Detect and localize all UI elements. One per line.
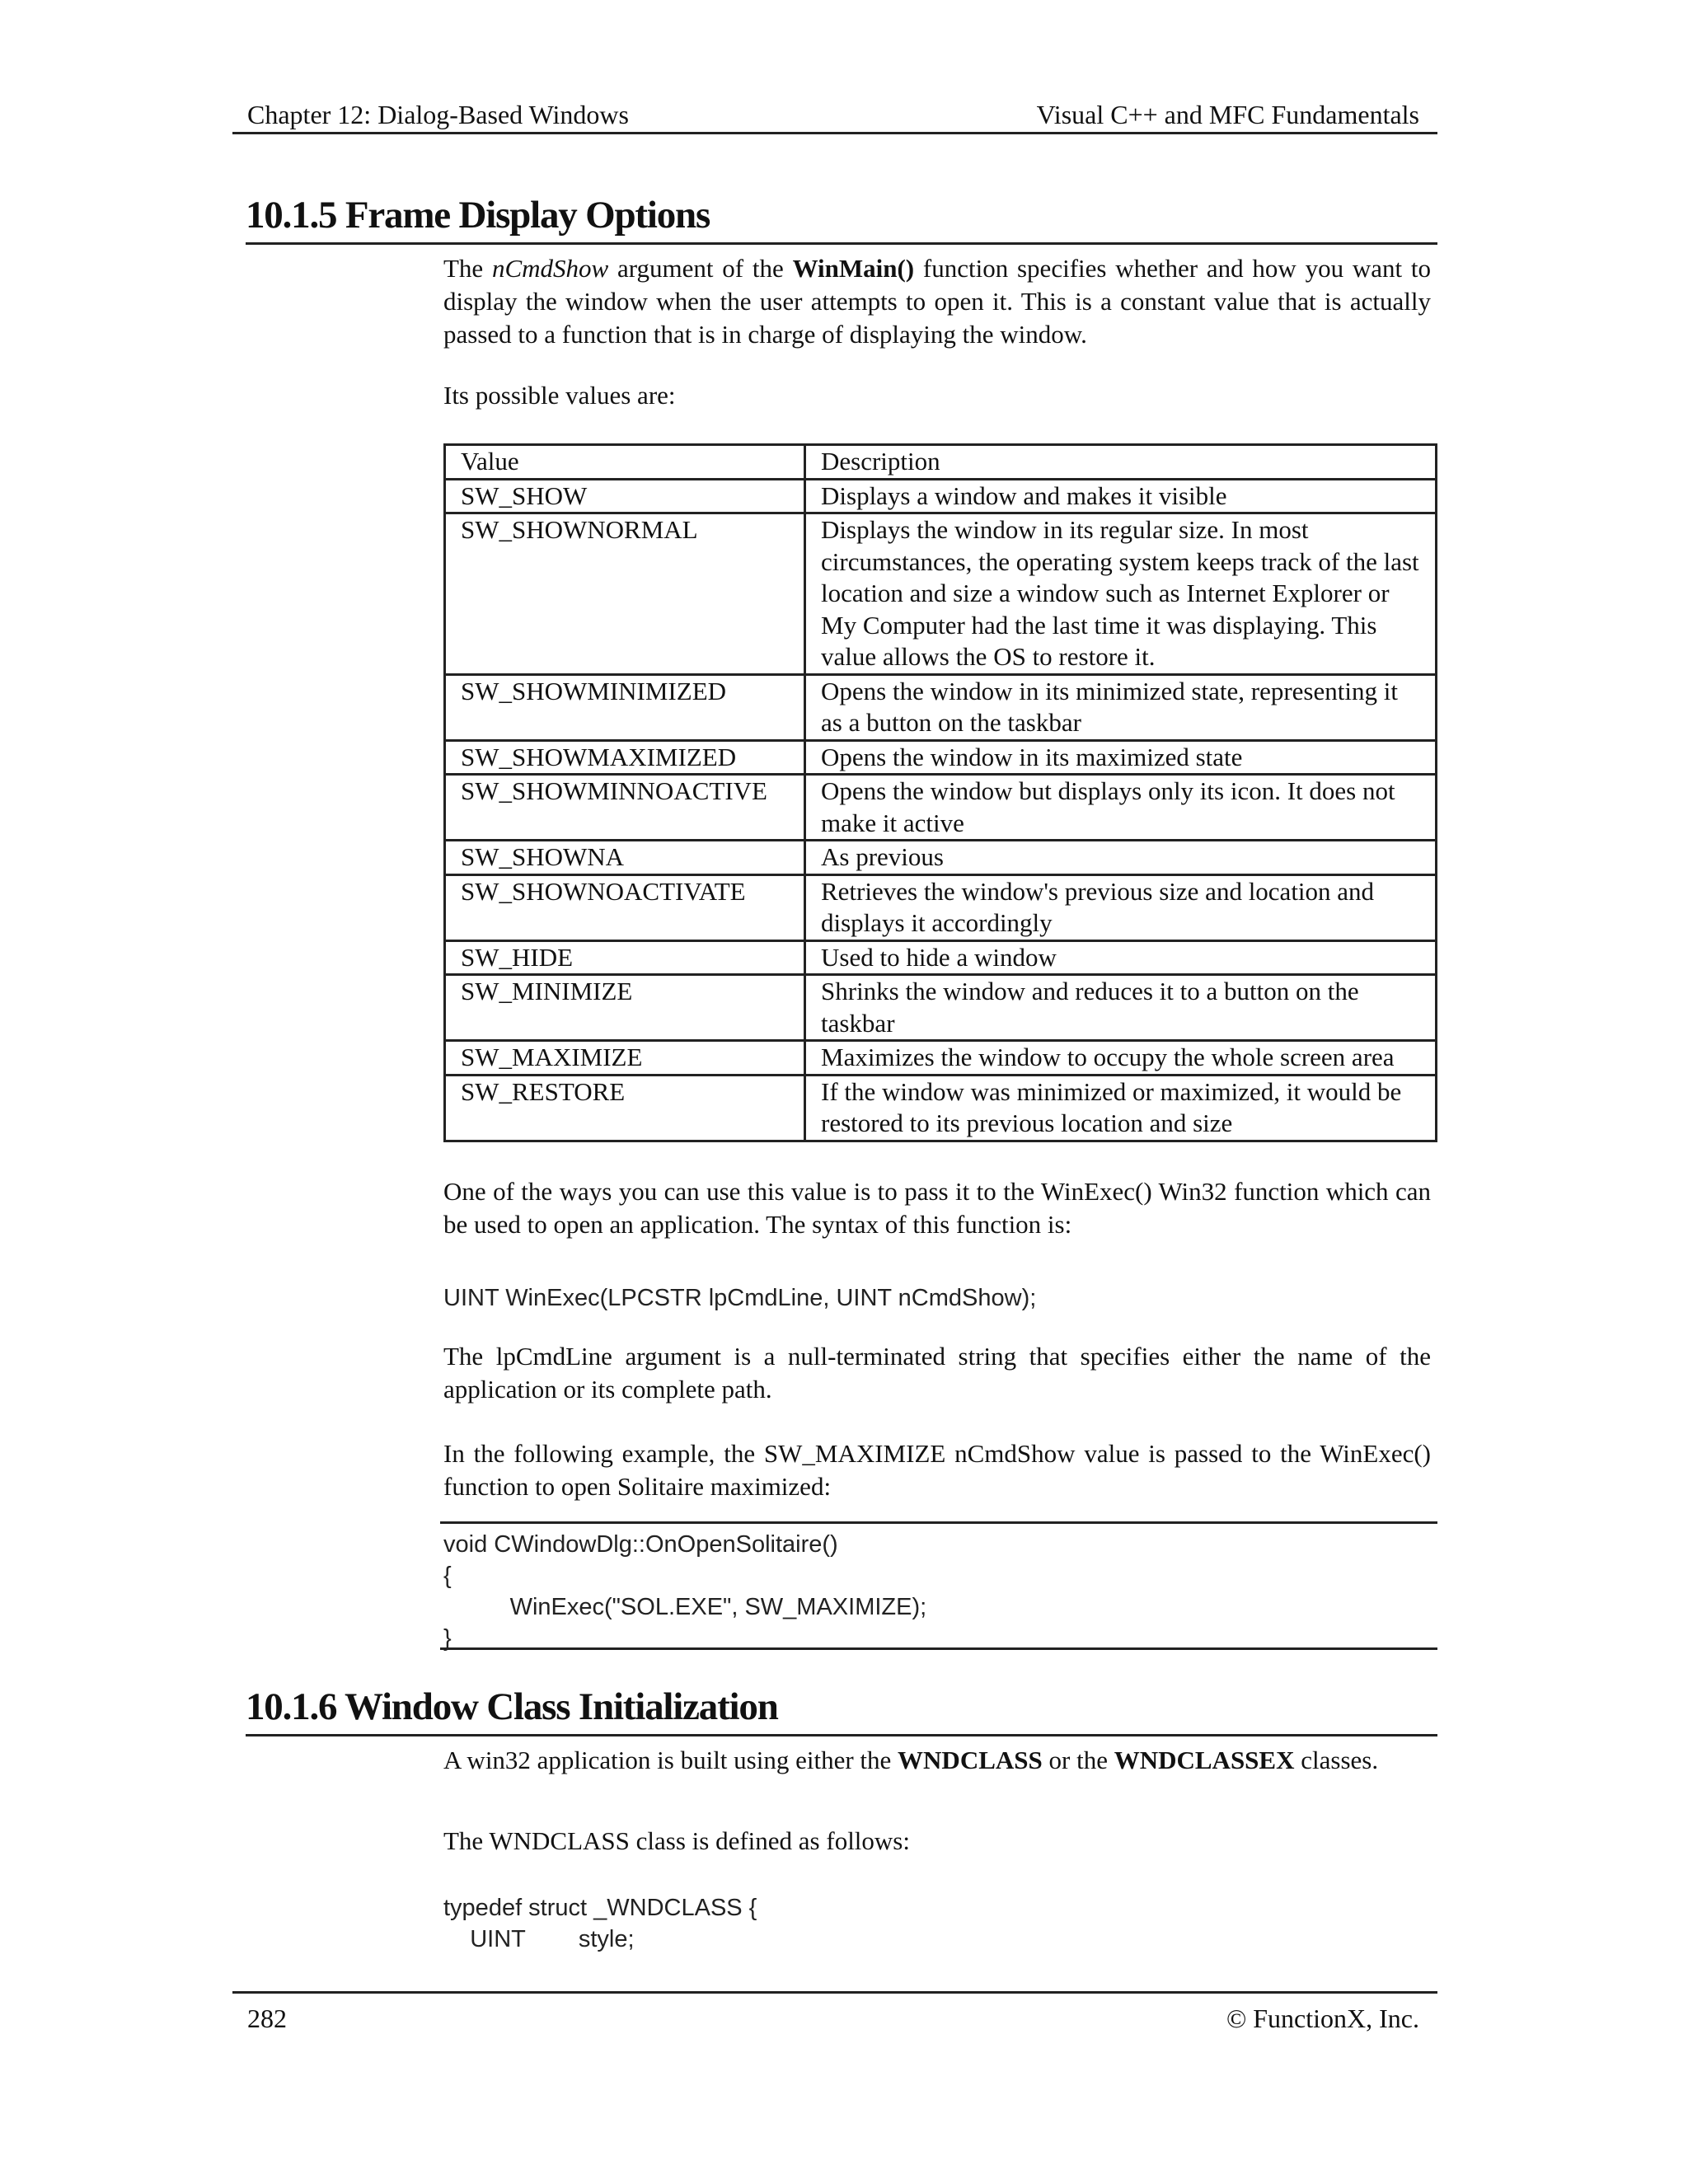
page-number: 282 — [247, 2004, 287, 2033]
code-line: } — [443, 1625, 452, 1652]
table-row — [445, 513, 1437, 675]
table-row — [445, 841, 1437, 875]
code-example-block — [440, 1521, 1437, 1650]
table-row — [445, 874, 1437, 940]
wndclass-term: WNDCLASS — [898, 1746, 1043, 1774]
description-cell: As previous — [805, 841, 1437, 875]
table-row — [445, 740, 1437, 775]
struct-code-line: typedef struct _WNDCLASS { — [443, 1895, 757, 1921]
value-cell: SW_SHOW — [445, 479, 805, 513]
value-cell: SW_HIDE — [445, 940, 805, 975]
section-heading-window-class-initialization: 10.1.6 Window Class Initialization — [246, 1685, 778, 1728]
value-cell: SW_SHOWNOACTIVATE — [445, 874, 805, 940]
table-row — [445, 975, 1437, 1041]
running-footer — [232, 1991, 1437, 2033]
value-cell: SW_MAXIMIZE — [445, 1041, 805, 1076]
values-table — [443, 443, 1437, 1142]
struct-code-line: UINT style; — [443, 1926, 635, 1952]
section-heading-frame-display-options: 10.1.5 Frame Display Options — [246, 194, 710, 237]
table-row — [445, 1041, 1437, 1076]
wndclass-defined-paragraph: The WNDCLASS class is defined as follows: — [443, 1826, 910, 1855]
value-cell: SW_SHOWMAXIMIZED — [445, 740, 805, 775]
table-row — [445, 940, 1437, 975]
winexec-syntax: UINT WinExec(LPCSTR lpCmdLine, UINT nCmdShow); — [443, 1285, 1037, 1311]
description-cell: Opens the window but displays only its icon. It does not make it active — [805, 775, 1437, 841]
value-cell: SW_SHOWMINNOACTIVE — [445, 775, 805, 841]
value-cell: SW_SHOWNORMAL — [445, 513, 805, 675]
code-example — [443, 1529, 926, 1654]
code-line: void CWindowDlg::OnOpenSolitaire() — [443, 1531, 838, 1558]
cmdline-paragraph: The lpCmdLine argument is a null-terminated string that specifies either the name of the application or its complete path. — [443, 1342, 1431, 1404]
section-heading-rule — [246, 242, 1437, 245]
table-header-cell: Description — [805, 445, 1437, 480]
description-cell: Displays a window and makes it visible — [805, 479, 1437, 513]
intro-winmain-term: WinMain() — [792, 254, 915, 283]
description-cell: Opens the window in its maximized state — [805, 740, 1437, 775]
header-chapter-title: Chapter 12: Dialog-Based Windows — [247, 100, 629, 129]
table-header-row — [445, 445, 1437, 480]
winexec-paragraph: One of the ways you can use this value is to pass it to the WinExec() Win32 function which can be used to open an application. The syntax of this function is: — [443, 1177, 1431, 1239]
wndclass-intro-text: or the — [1042, 1746, 1114, 1774]
value-cell: SW_SHOWNA — [445, 841, 805, 875]
wndclass-intro-paragraph — [443, 1744, 1391, 1777]
value-cell: SW_SHOWMINIMIZED — [445, 674, 805, 740]
table-header-cell: Value — [445, 445, 805, 480]
copyright-notice: © FunctionX, Inc. — [1226, 2004, 1419, 2033]
intro-text: function specifies whether and how you want to display the window when the user attempts to open it. This is a constant value that is actually passed to a function that is in charge of displaying the window. — [443, 254, 1431, 349]
table-row — [445, 1075, 1437, 1141]
code-line: WinExec("SOL.EXE", SW_MAXIMIZE); — [443, 1594, 927, 1620]
description-cell: If the window was minimized or maximized, it would be restored to its previous location and size — [805, 1075, 1437, 1141]
section-heading-rule — [246, 1734, 1437, 1736]
description-cell: Retrieves the window's previous size and location and displays it accordingly — [805, 874, 1437, 940]
example-paragraph: In the following example, the SW_MAXIMIZE nCmdShow value is passed to the WinExec() function to open Solitaire maximized: — [443, 1439, 1431, 1501]
intro-text: The — [443, 254, 492, 283]
description-cell: Shrinks the window and reduces it to a button on the taskbar — [805, 975, 1437, 1041]
intro-paragraph — [443, 252, 1431, 351]
intro-ncmdshow-term: nCmdShow — [491, 254, 609, 283]
value-cell: SW_MINIMIZE — [445, 975, 805, 1041]
wndclass-intro-text: classes. — [1294, 1746, 1379, 1774]
description-cell: Displays the window in its regular size. In most circumstances, the operating system keeps track of the last location and size a window such as Internet Explorer or My Computer had the last time it was displaying. This value allows the OS to restore it. — [805, 513, 1437, 675]
code-line: { — [443, 1563, 452, 1589]
values-table-body — [445, 445, 1437, 1141]
value-cell: SW_RESTORE — [445, 1075, 805, 1141]
intro-text: argument of the — [608, 254, 793, 283]
description-cell: Opens the window in its minimized state, representing it as a button on the taskbar — [805, 674, 1437, 740]
wndclassex-term: WNDCLASSEX — [1114, 1746, 1295, 1774]
table-row — [445, 479, 1437, 513]
running-header — [232, 97, 1437, 134]
table-row — [445, 674, 1437, 740]
values-intro: Its possible values are: — [443, 381, 676, 410]
description-cell: Used to hide a window — [805, 940, 1437, 975]
table-row — [445, 775, 1437, 841]
description-cell: Maximizes the window to occupy the whole screen area — [805, 1041, 1437, 1076]
wndclass-intro-text: A win32 application is built using either the — [443, 1746, 898, 1774]
header-book-title: Visual C++ and MFC Fundamentals — [1036, 100, 1419, 129]
